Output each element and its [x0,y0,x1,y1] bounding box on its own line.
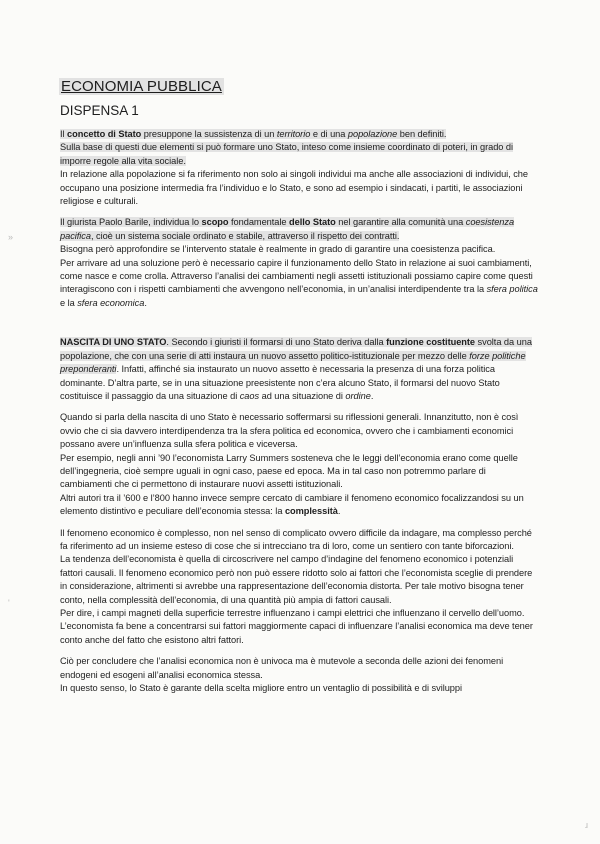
section-scopo-dello-stato [60,216,538,310]
section-complessita [60,527,538,648]
paragraph: NASCITA DI UNO STATO. Secondo i giuristi il formarsi di uno Stato deriva dalla funzione costituente svolta da una popolazione, che con una serie di atti instaura un nuovo assetto politico-istituzionale per mezzo delle forze politiche preponderanti. Infatti, affinché sia instaurato un nuovo assetto è necessaria la presenza di una forza politica dominante. D’altra parte, se in una situazione preesistente non c’era alcuno Stato, il formarsi del nuovo Stato costituisce il passaggio da una situazione di caos ad una situazione di ordine. [60,337,532,401]
paragraph: Altri autori tra il ’600 e l’800 hanno invece sempre cercato di cambiare il fenomeno economico focalizzandosi su un elemento distintivo e peculiare dell’economia stessa: la complessità. [60,492,524,517]
paragraph: Quando si parla della nascita di uno Stato è necessario soffermarsi su riflessioni generali. Innanzitutto, non è così ovvio che ci sia davvero interdipendenza tra la sfera politica ed economica, ovvero che i cambiamenti economici possano avere un’influenza sulla sfera politica e viceversa. [60,412,519,450]
section-conclusione [60,655,538,695]
scan-mark: ' [8,598,10,608]
document-page [60,78,538,703]
section-riflessioni-generali [60,411,538,518]
document-title: ECONOMIA PUBBLICA [61,78,222,95]
paragraph: In relazione alla popolazione si fa riferimento non solo ai singoli individui ma anche alle associazioni di individui, che occupano una posizione intermedia fra l’individuo e lo Stato, e sono ad esempio i sindacati, i partiti, le associazioni religiose e culturali. [60,169,528,207]
paragraph: Per arrivare ad una soluzione però è necessario capire il funzionamento dello Stato in relazione ai suoi cambiamenti, come nasce e come crolla. Attraverso l’analisi dei cambiamenti negli assetti istituzionali possiamo capire come questi interagiscono con i rispetti cambiamenti che avvengono nell’economia, in un’analisi interdipendente tra la sfera politica e la sfera economica. [60,257,538,308]
scan-mark: ɹ [585,820,588,830]
section-concetto-di-stato [60,128,538,208]
paragraph: Per esempio, negli anni ’90 l’economista Larry Summers sosteneva che le leggi dell’economia erano come quelle dell’ingegneria, cioè sempre uguali in ogni caso, paese ed epoca. Ma in tal caso non potremmo parlare di cambiamenti che ci permettono di instaurare nuovi assetti istituzionali. [60,452,518,490]
section-nascita-di-uno-stato [60,336,538,403]
scan-mark: » [8,232,14,242]
paragraph: Il fenomeno economico è complesso, non nel senso di complicato ovvero difficile da indagare, ma complesso perché fa riferimento ad un insieme esteso di cose che si intrecciano tra di loro, come un sentiero con tante biforcazioni. [60,527,532,551]
paragraph: Per dire, i campi magneti della superficie terrestre influenzano i campi elettrici che influenzano il cervello dell’uomo. L’economista fa bene a concentrarsi sui fattori maggiormente capaci di influenzare l’analisi economica ma deve tener conto anche del fatto che esistono altri fattori. [60,608,533,645]
paragraph: La tendenza dell’economista è quella di circoscrivere nel campo d’indagine del fenomeno economico i potenziali fattori causali. Il fenomeno economico però non può essere ridotto solo ai fattori che l’economista sceglie di prendere in considerazione, altrimenti si avrebbe una rappresentazione dell’economia distorta. Per tale motivo bisogna tener conto, nella complessità dell’economia, di una quantità più ampia di fattori causali. [60,554,533,605]
paragraph: Il concetto di Stato presuppone la sussistenza di un territorio e di una popolazione ben definiti. [60,129,447,139]
paragraph: In questo senso, lo Stato è garante della scelta migliore entro un ventaglio di possibilità e di sviluppi [60,683,462,694]
paragraph: Bisogna però approfondire se l’intervento statale è realmente in grado di garantire una coesistenza pacifica. [60,244,496,255]
paragraph: Ciò per concludere che l’analisi economica non è univoca ma è mutevole a seconda delle azioni dei fenomeni endogeni ed esogeni all’analisi economica stessa. [60,656,504,680]
document-subtitle: DISPENSA 1 [60,103,139,118]
paragraph: Sulla base di questi due elementi si può formare uno Stato, inteso come insieme coordinato di poteri, in grado di imporre regole alla vita sociale. [60,142,514,166]
paragraph: Il giurista Paolo Barile, individua lo scopo fondamentale dello Stato nel garantire alla comunità una coesistenza pacifica, cioè un sistema sociale ordinato e stabile, attraverso il rispetto dei contratti. [60,217,515,241]
